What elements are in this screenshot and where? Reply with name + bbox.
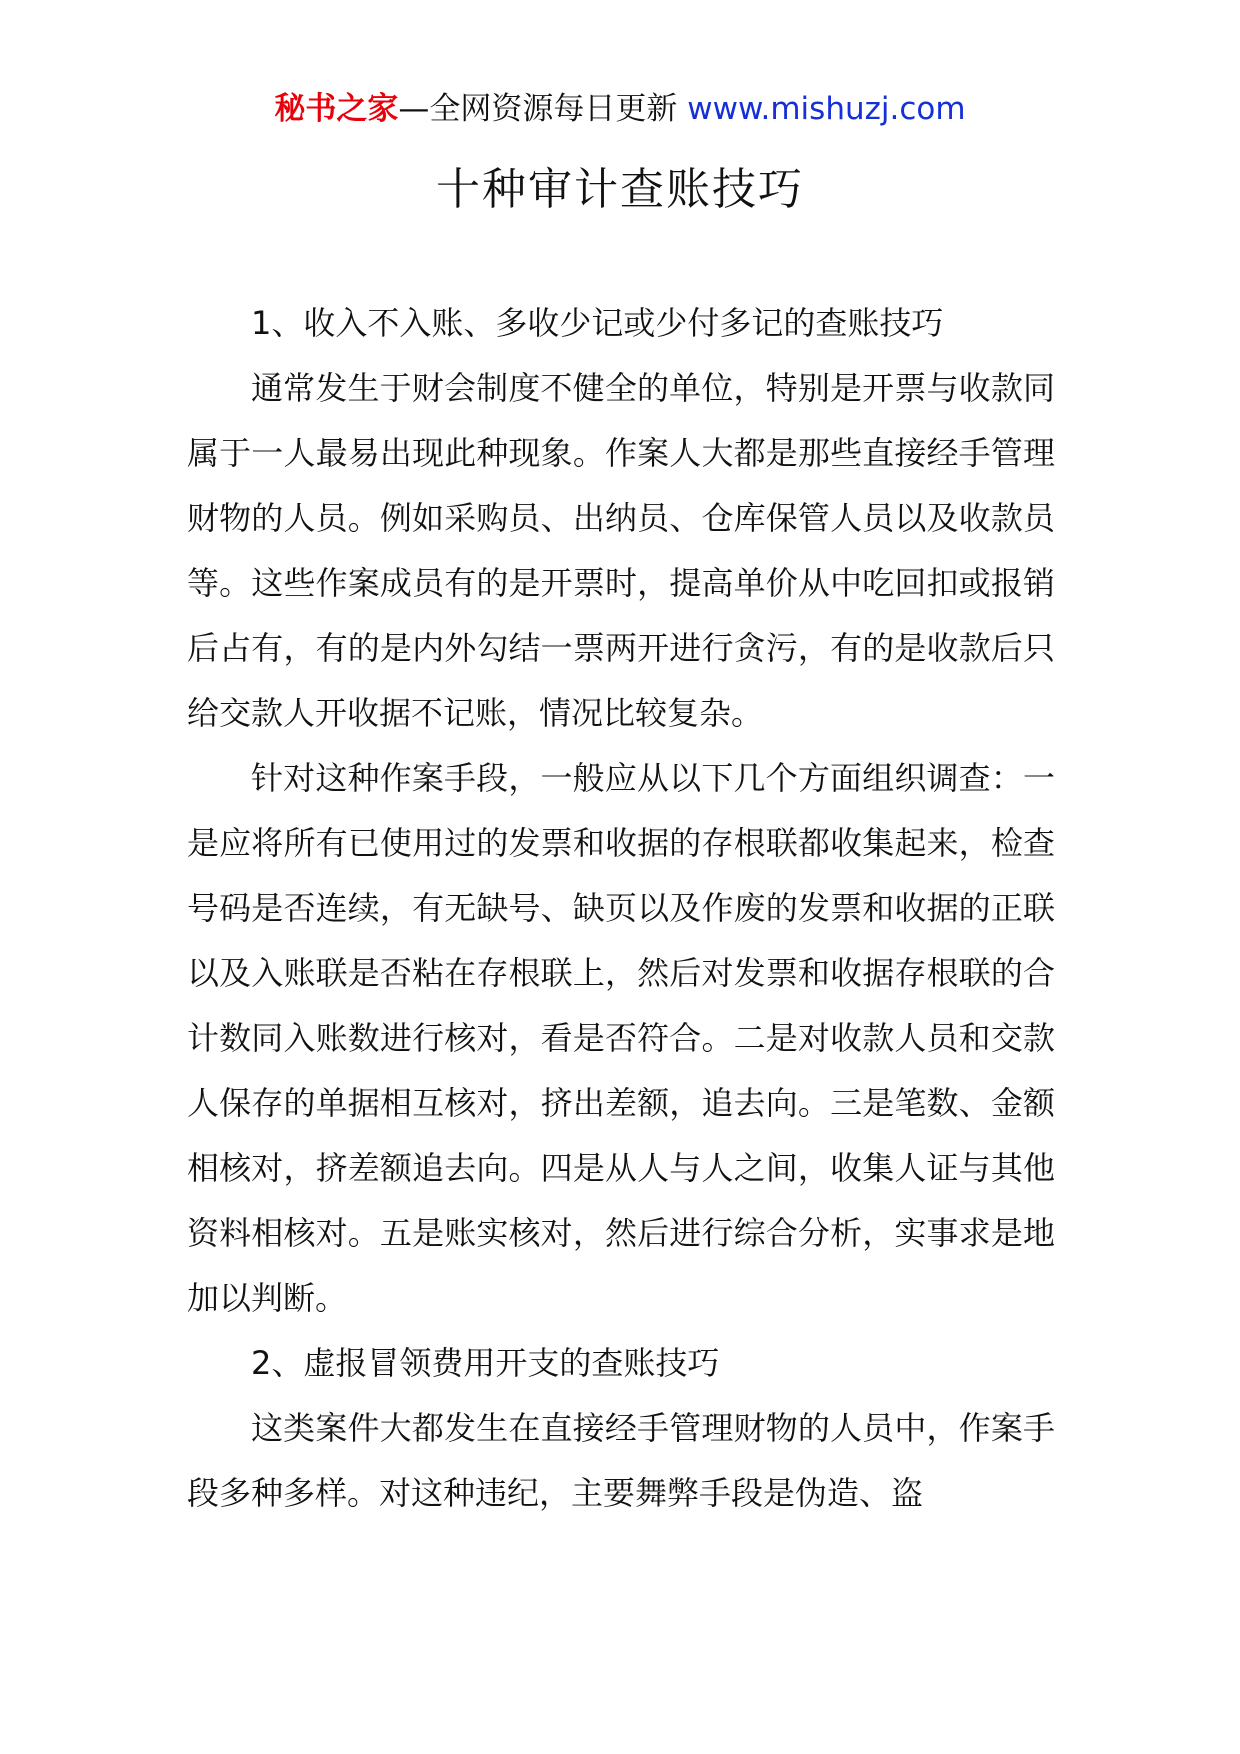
- paragraph-1: 通常发生于财会制度不健全的单位，特别是开票与收款同属于一人最易出现此种现象。作案人大都是那些直接经手管理财物的人员。例如采购员、出纳员、仓库保管人员以及收款员等。这些作案成员有的是开票时，提高单价从中吃回扣或报销后占有，有的是内外勾结一票两开进行贪污，有的是收款后只给交款人开收据不记账，情况比较复杂。: [187, 369, 1055, 732]
- document-title: 十种审计查账技巧: [436, 164, 804, 215]
- section-heading-2: 2、虚报冒领费用开支的查账技巧: [251, 1344, 720, 1382]
- paragraph-3: 这类案件大都发生在直接经手管理财物的人员中，作案手段多种多样。对这种违纪，主要舞弊手段是伪造、盗: [187, 1409, 1055, 1512]
- site-url-link[interactable]: www.mishuzj.com: [687, 91, 966, 127]
- document-body: [187, 291, 1055, 1526]
- brand-name: 秘书之家: [274, 91, 399, 127]
- paragraph-2: 针对这种作案手段，一般应从以下几个方面组织调查：一是应将所有已使用过的发票和收据的存根联都收集起来，检查号码是否连续，有无缺号、缺页以及作废的发票和收据的正联以及入账联是否粘在存根联上，然后对发票和收据存根联的合计数同入账数进行核对，看是否符合。二是对收款人员和交款人保存的单据相互核对，挤出差额，追去向。三是笔数、金额相核对，挤差额追去向。四是从人与人之间，收集人证与其他资料相核对。五是账实核对，然后进行综合分析，实事求是地加以判断。: [187, 759, 1055, 1317]
- site-banner: [0, 86, 1240, 132]
- banner-tagline: —全网资源每日更新: [398, 91, 678, 127]
- section-heading-1: 1、收入不入账、多收少记或少付多记的查账技巧: [251, 304, 944, 342]
